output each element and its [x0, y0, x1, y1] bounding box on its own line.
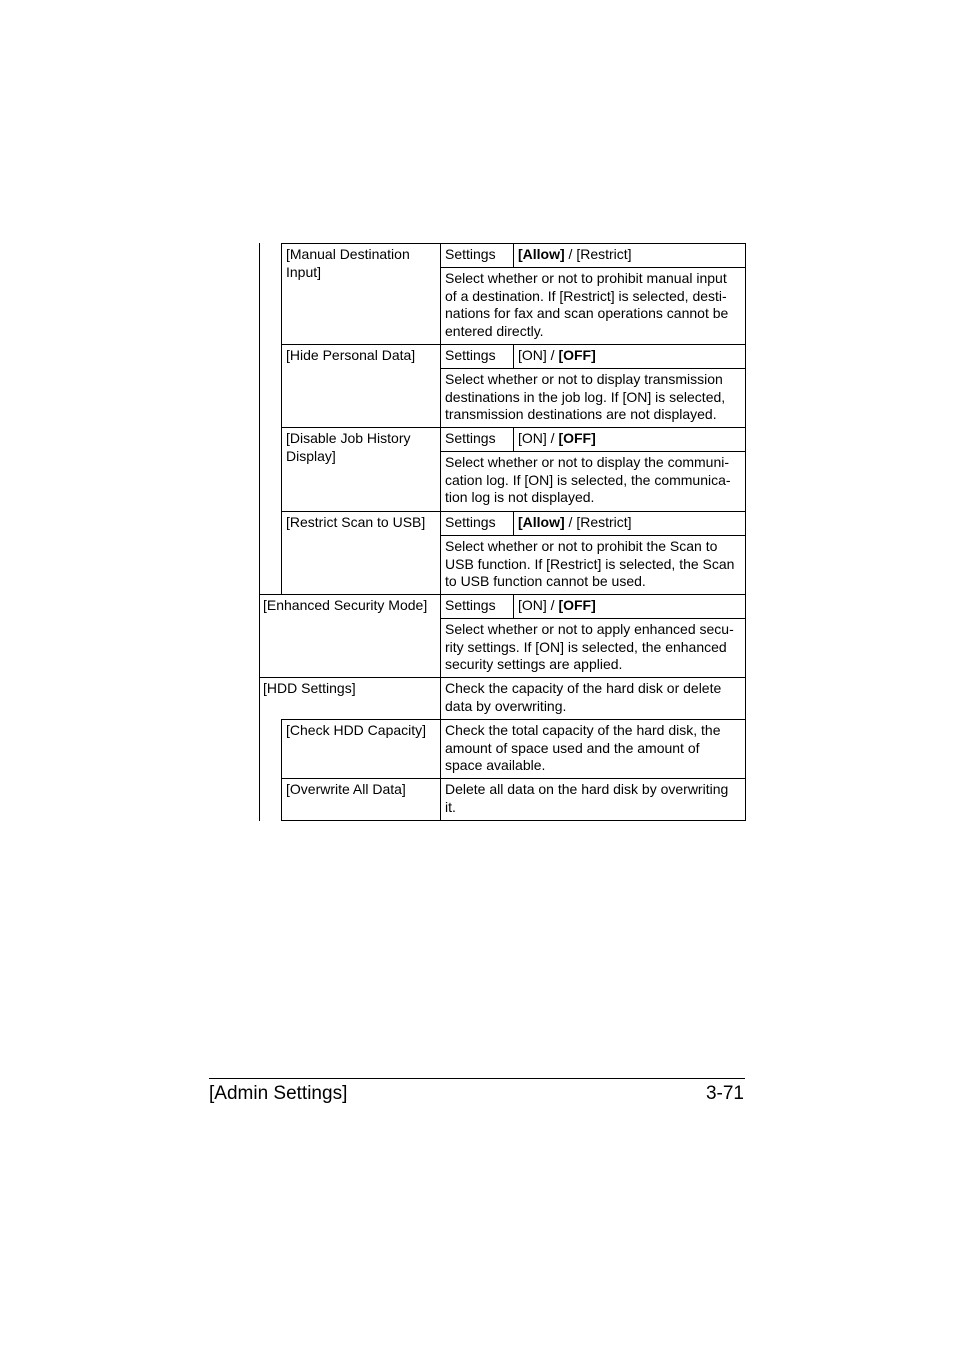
settings-label: Settings — [445, 347, 496, 363]
setting-name-line: Input] — [286, 263, 322, 280]
table-right-border — [745, 243, 746, 821]
setting-name-line: Display] — [286, 447, 336, 464]
row-line — [440, 267, 746, 268]
row-line — [259, 677, 746, 678]
description-line: security settings are applied. — [445, 656, 623, 673]
settings-label: Settings — [445, 514, 496, 530]
description-line: destinations in the job log. If [ON] is selected, — [445, 388, 726, 405]
setting-description — [445, 538, 734, 591]
setting-name: [Hide Personal Data] — [286, 347, 416, 363]
row-line — [281, 778, 746, 779]
description-line: cation log. If [ON] is selected, the communica- — [445, 471, 731, 488]
settings-label-divider-1 — [513, 243, 514, 267]
option-separator: / — [546, 347, 559, 363]
description-line: data by overwriting. — [445, 697, 567, 714]
settings-label-divider-4 — [513, 511, 514, 535]
row-line — [440, 618, 746, 619]
setting-name: [Check HDD Capacity] — [286, 722, 427, 738]
row-line — [281, 344, 746, 345]
settings-label-divider-5 — [513, 594, 514, 618]
setting-description — [445, 270, 728, 340]
option-alternate: [Restrict] — [576, 246, 632, 262]
description-line: transmission destinations are not displayed. — [445, 406, 717, 423]
description-line: rity settings. If [ON] is selected, the enhanced — [445, 638, 727, 655]
description-line: space available. — [445, 757, 546, 774]
indent-line-upper — [281, 243, 282, 594]
setting-description — [445, 454, 731, 507]
setting-name: [HDD Settings] — [263, 680, 356, 696]
row-line — [440, 451, 746, 452]
indent-line-lower — [281, 719, 282, 821]
description-line: Check the total capacity of the hard disk, the — [445, 722, 721, 738]
row-line — [281, 511, 746, 512]
setting-name-line: [Disable Job History — [286, 430, 411, 446]
option-separator: / — [564, 514, 577, 530]
option-default: [OFF] — [558, 597, 596, 613]
description-line: to USB function cannot be used. — [445, 573, 646, 590]
page-number: 3-71 — [705, 1083, 744, 1104]
description-line: USB function. If [Restrict] is selected, the Scan — [445, 555, 735, 572]
setting-name: [Restrict Scan to USB] — [286, 514, 426, 530]
setting-options — [518, 246, 632, 264]
description-line: amount of space used and the amount of — [445, 739, 700, 756]
description-line: Select whether or not to display the communi- — [445, 454, 730, 470]
description-line: it. — [445, 798, 456, 815]
row-line — [440, 368, 746, 369]
settings-label-divider-2 — [513, 344, 514, 368]
description-line: tion log is not displayed. — [445, 489, 595, 506]
setting-options — [518, 430, 596, 448]
setting-description — [445, 722, 721, 775]
setting-name: [Enhanced Security Mode] — [263, 597, 428, 613]
settings-label: Settings — [445, 430, 496, 446]
settings-label: Settings — [445, 597, 496, 613]
setting-options — [518, 347, 596, 365]
option-default: [Allow] — [518, 514, 565, 530]
table-left-border — [259, 243, 260, 821]
option-default: [Allow] — [518, 246, 565, 262]
setting-name — [286, 430, 411, 465]
row-line — [281, 243, 746, 244]
row-line — [281, 820, 746, 821]
row-line — [281, 719, 746, 720]
option-separator: / — [546, 430, 559, 446]
option-alternate: [ON] — [518, 430, 547, 446]
row-line — [281, 427, 746, 428]
settings-label: Settings — [445, 246, 496, 262]
setting-description — [445, 621, 734, 674]
description-line: of a destination. If [Restrict] is selected, desti- — [445, 287, 727, 304]
setting-options — [518, 514, 632, 532]
setting-description — [445, 781, 728, 816]
option-alternate: [ON] — [518, 597, 547, 613]
row-line — [440, 535, 746, 536]
description-line: entered directly. — [445, 322, 544, 339]
option-alternate: [ON] — [518, 347, 547, 363]
description-line: Select whether or not to prohibit the Scan to — [445, 538, 718, 554]
option-alternate: [Restrict] — [576, 514, 632, 530]
settings-table — [259, 243, 746, 821]
footer-divider — [209, 1078, 745, 1079]
option-default: [OFF] — [558, 430, 596, 446]
settings-label-divider-3 — [513, 427, 514, 451]
footer-section-title: [Admin Settings] — [209, 1083, 348, 1104]
setting-name — [286, 246, 410, 281]
row-line — [259, 594, 746, 595]
setting-name-line: [Manual Destination — [286, 246, 410, 262]
option-separator: / — [564, 246, 577, 262]
description-line: Check the capacity of the hard disk or delete — [445, 680, 722, 696]
option-default: [OFF] — [558, 347, 596, 363]
setting-description — [445, 371, 725, 424]
column-divider — [440, 243, 441, 821]
setting-name: [Overwrite All Data] — [286, 781, 406, 797]
option-separator: / — [546, 597, 559, 613]
description-line: Select whether or not to prohibit manual input — [445, 270, 727, 286]
setting-options — [518, 597, 596, 615]
description-line: Delete all data on the hard disk by overwriting — [445, 781, 729, 797]
description-line: nations for fax and scan operations cannot be — [445, 305, 729, 322]
setting-description — [445, 680, 721, 715]
description-line: Select whether or not to display transmission — [445, 371, 723, 387]
description-line: Select whether or not to apply enhanced secu- — [445, 621, 734, 637]
